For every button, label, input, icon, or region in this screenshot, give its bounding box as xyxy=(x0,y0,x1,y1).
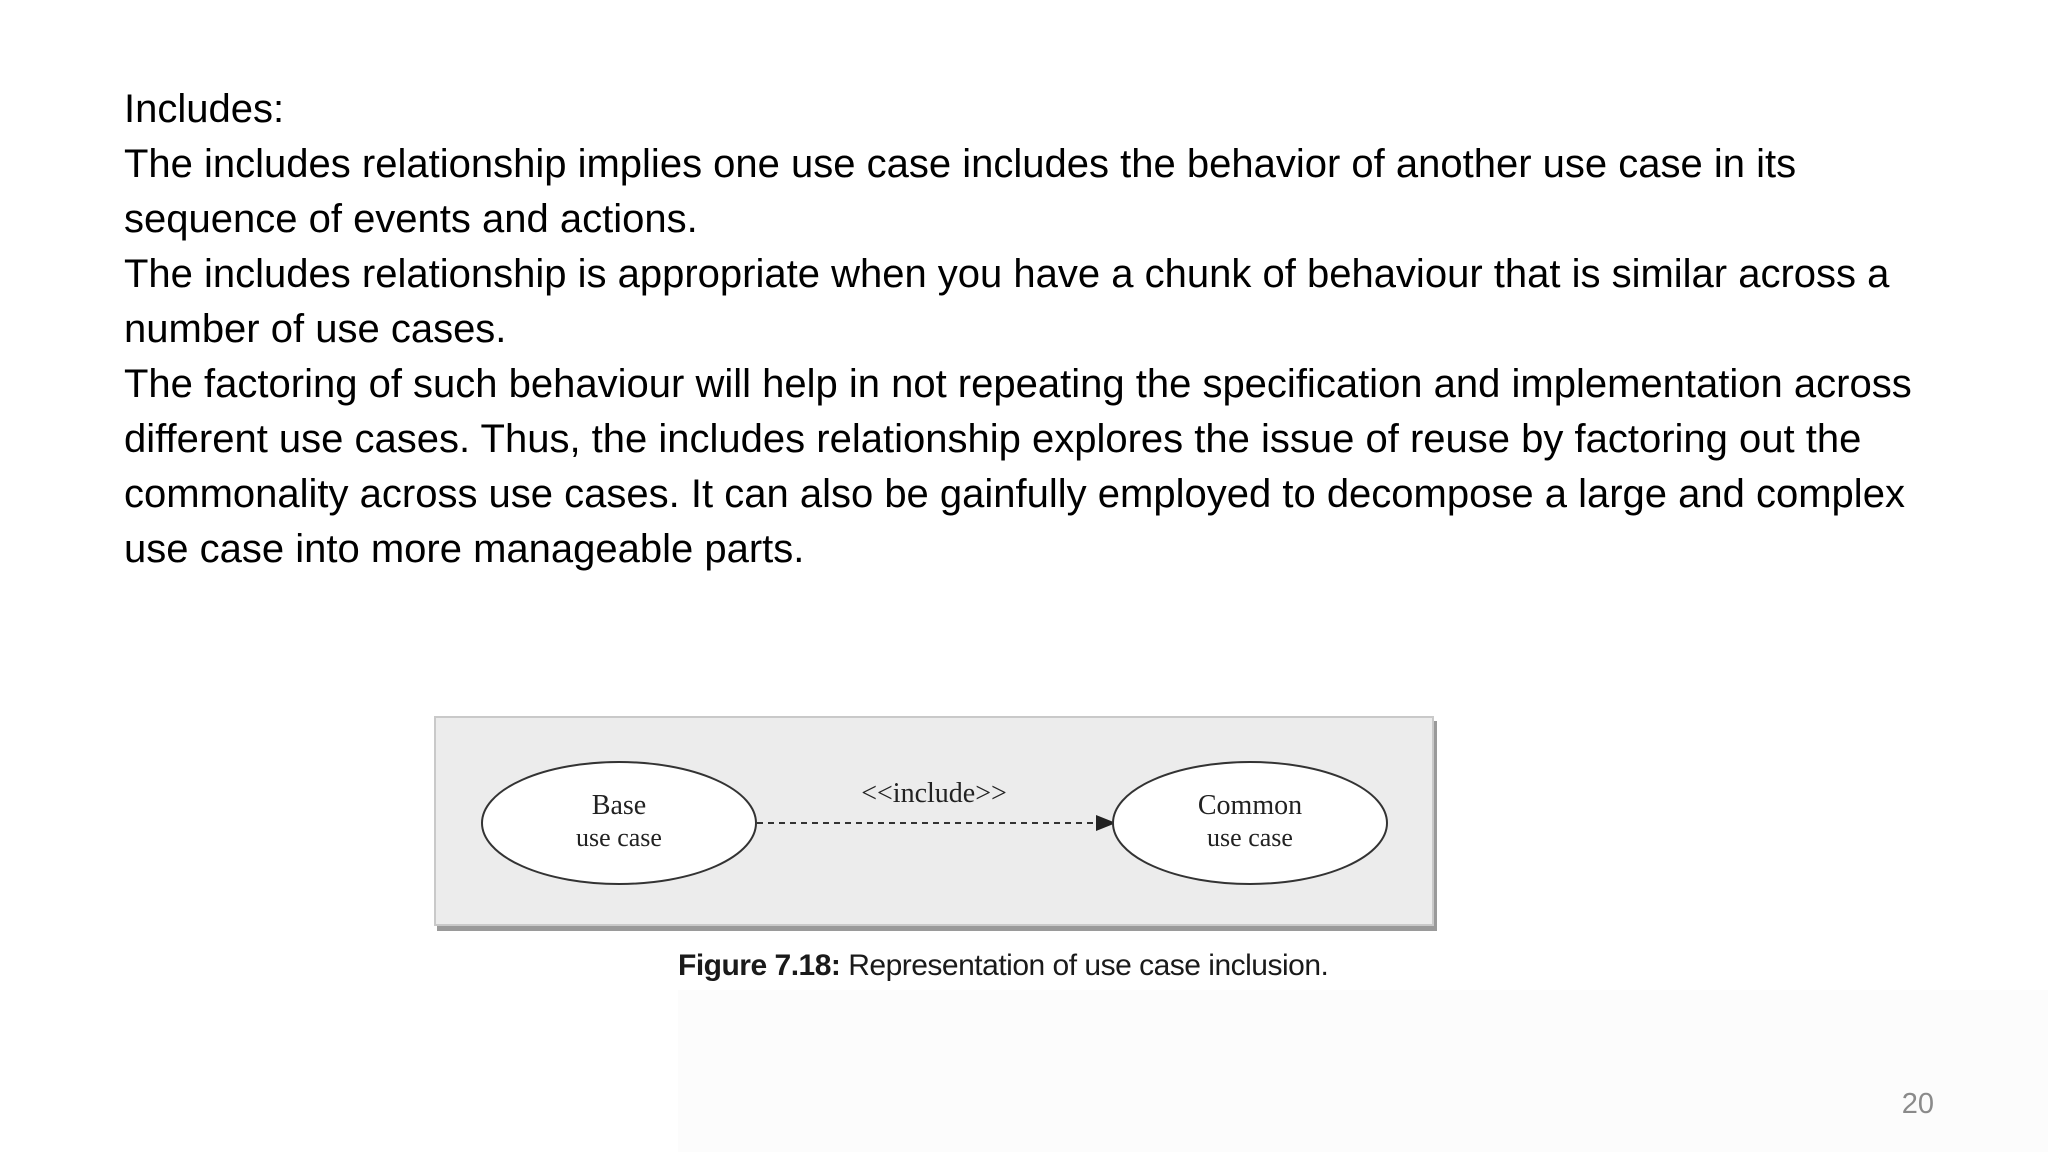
figure-background xyxy=(678,990,2048,1152)
base-use-case-title: Base xyxy=(591,790,647,821)
common-use-case-subtitle: use case xyxy=(1207,823,1293,852)
paragraph-factoring: The factoring of such behaviour will help in not repeating the specification and implementation across different use cases. Thus, the includes relationship explores the issue of reuse by factoring out the commonality across use cases. It can also be gainfully employed to decompose a large and complex use case into more manageable parts. xyxy=(124,362,1912,571)
figure-caption-text: Representation of use case inclusion. xyxy=(840,949,1329,982)
slide-body xyxy=(124,82,1964,577)
page-number: 20 xyxy=(1901,1088,1934,1120)
use-case-diagram xyxy=(434,716,1434,926)
figure-caption xyxy=(678,948,1328,984)
paragraph-appropriate: The includes relationship is appropriate when you have a chunk of behaviour that is similar across a number of use cases. xyxy=(124,252,1890,351)
heading-includes: Includes: xyxy=(124,87,285,131)
common-use-case-title: Common xyxy=(1197,790,1303,821)
include-label: <<include>> xyxy=(861,778,1007,809)
base-use-case-subtitle: use case xyxy=(576,823,662,852)
paragraph-definition: The includes relationship implies one use case includes the behavior of another use case in its sequence of events and actions. xyxy=(124,142,1797,241)
figure-caption-label: Figure 7.18: xyxy=(678,949,841,982)
diagram-canvas xyxy=(436,718,1436,928)
